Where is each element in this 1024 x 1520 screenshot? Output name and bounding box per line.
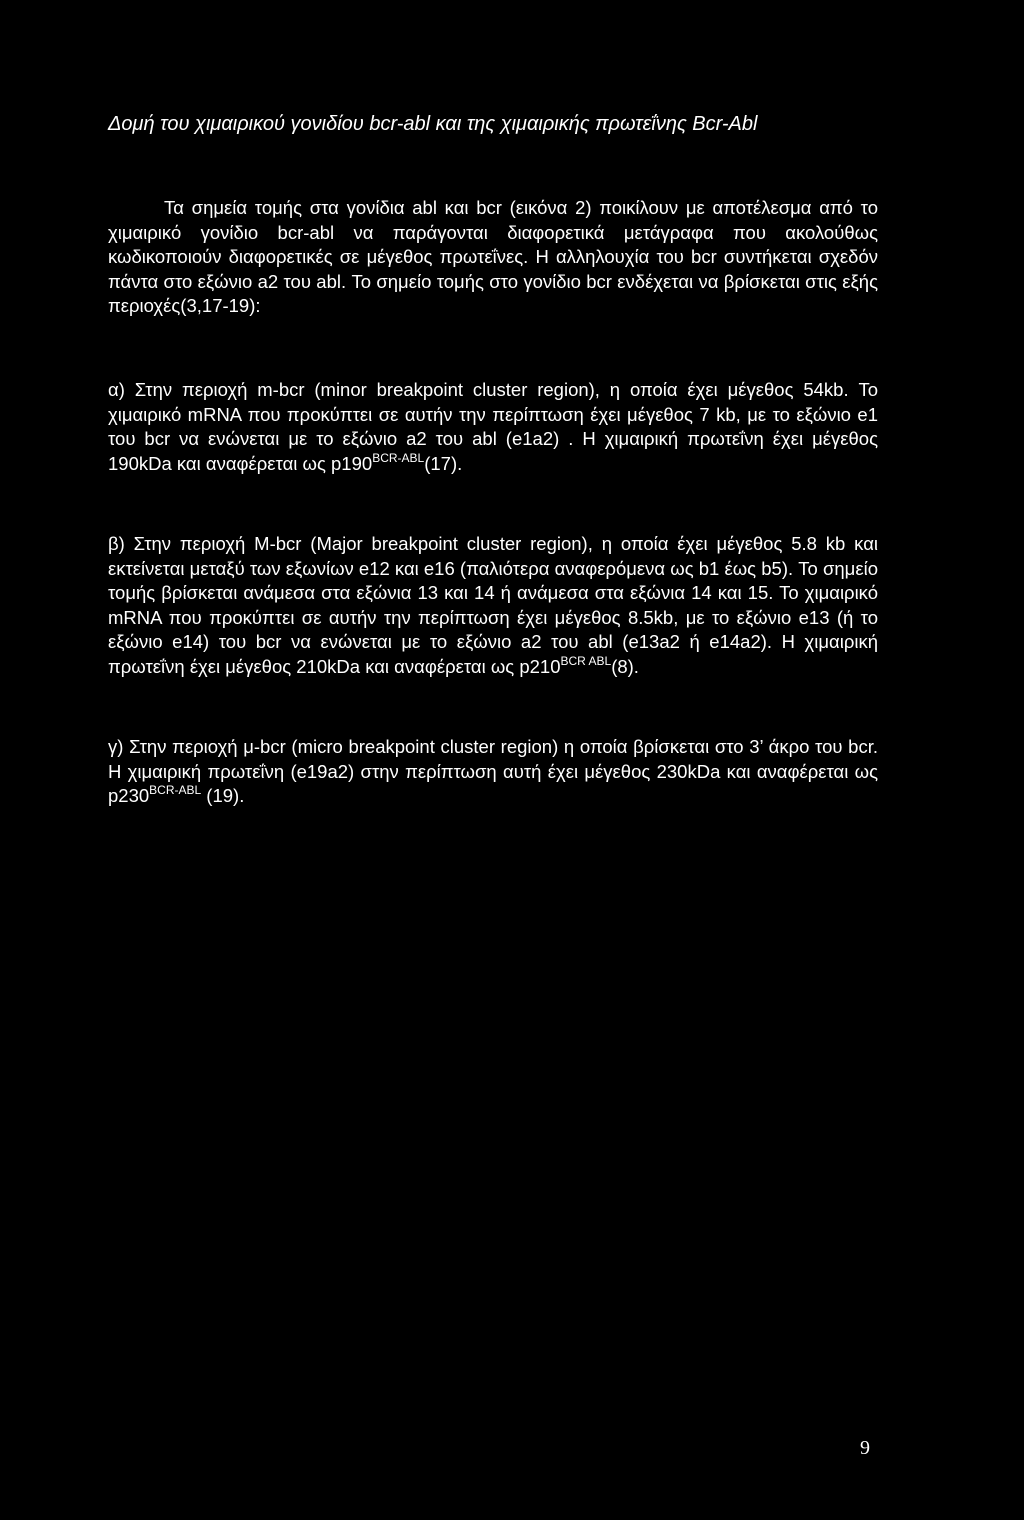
list-item-c <box>108 735 878 809</box>
intro-paragraph: Τα σημεία τομής στα γονίδια abl και bcr (εικόνα 2) ποικίλουν με αποτέλεσμα από το χιμαιρικό γονίδιο bcr-abl να παράγονται διαφορετικά μετάγραφα που ακολούθως κωδικοποιούν διαφορετικές σε μέγεθος πρωτεΐνες. Η αλληλουχία του bcr συντήκεται σχεδόν πάντα στο εξώνιο a2 του abl. Το σημείο τομής στο γονίδιο bcr ενδέχεται να βρίσκεται στις εξής περιοχές(3,17-19): <box>108 197 878 316</box>
list-item-c-superscript: BCR-ABL <box>149 783 202 797</box>
list-item-b-reference: (8). <box>611 655 639 677</box>
list-item-a-superscript: BCR-ABL <box>372 450 425 465</box>
list-item-a-reference: (17). <box>424 452 463 474</box>
section-title: Δομή του χιμαιρικού γονιδίου bcr-abl και της χιμαιρικής πρωτεΐνης Bcr-Abl <box>108 113 758 135</box>
page-number: 9 <box>860 1437 870 1459</box>
list-item-c-reference: (19). <box>201 785 245 806</box>
list-item-b-text: β) Στην περιοχή M-bcr (Major breakpoint cluster region), η οποία έχει μέγεθος 5.8 kb και εκτείνεται μεταξύ των εξωνίων e12 και e16 (παλιότερα αναφερόμενα ως b1 έως b5). Το σημείο τομής βρίσκεται ανάμεσα στα εξώνια 13 και 14 ή ανάμεσα στα εξώνια 14 και 15. Το χιμαιρικό mRNA που προκύπτει σε αυτήν την περίπτωση έχει μέγεθος 8.5kb, με το εξώνιο e13 (ή το εξώνιο e14) του bcr να ενώνεται με το εξώνιο a2 του abl (e13a2 ή e14a2). Η χιμαιρική πρωτεΐνη έχει μέγεθος 210kDa και αναφέρεται ως p210 <box>108 533 878 677</box>
list-item-a-text: α) Στην περιοχή m-bcr (minor breakpoint cluster region), η οποία έχει μέγεθος 54kb. Το χιμαιρικό mRNA που προκύπτει σε αυτήν την περίπτωση έχει μέγεθος 7 kb, με το εξώνιο e1 του bcr να ενώνεται με το εξώνιο a2 του abl (e1a2) . Η χιμαιρική πρωτεΐνη έχει μέγεθος 190kDa και αναφέρεται ως p190 <box>108 379 878 474</box>
list-item-b <box>108 532 878 679</box>
list-item-a <box>108 378 878 476</box>
list-item-c-text: γ) Στην περιοχή μ-bcr (micro breakpoint cluster region) η οποία βρίσκεται στο 3’ άκρο του bcr. Η χιμαιρική πρωτεΐνη (e19a2) στην περίπτωση αυτή έχει μέγεθος 230kDa και αναφέρεται ως p230 <box>108 736 878 806</box>
list-item-b-superscript: BCR ABL <box>560 653 612 668</box>
document-page <box>108 110 878 806</box>
